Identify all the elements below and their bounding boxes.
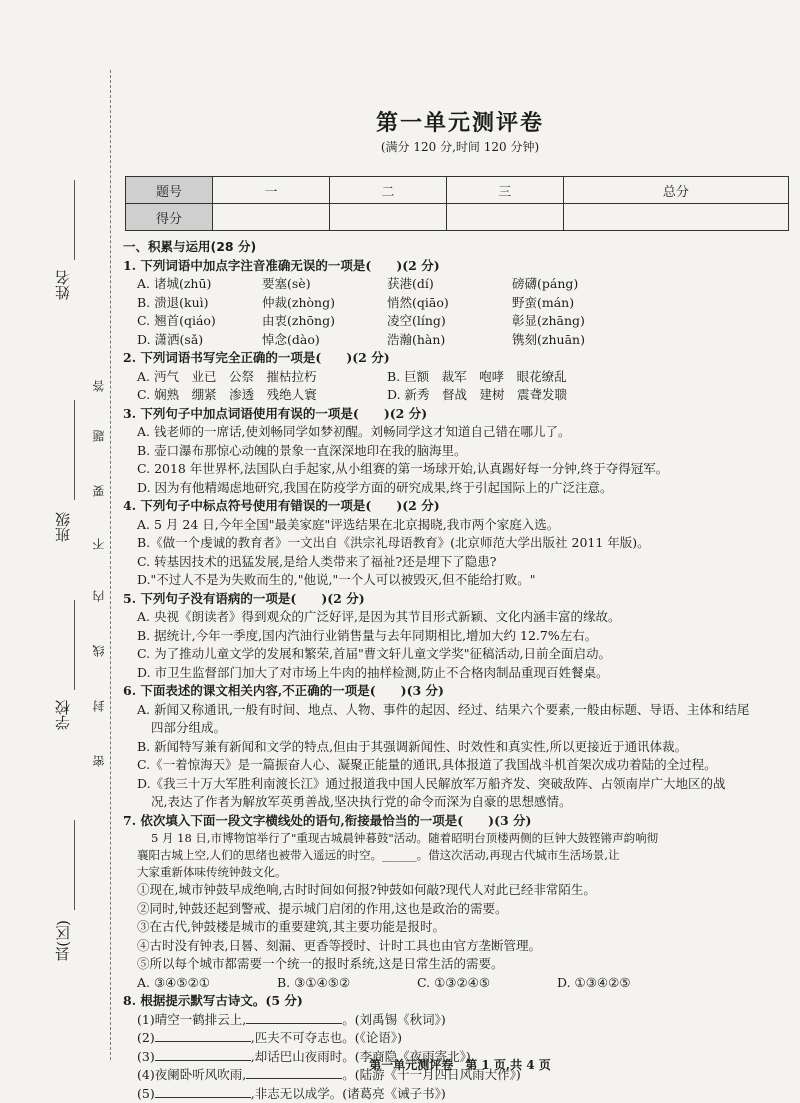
option-item: B. 新闻特写兼有新闻和文学的特点,但由于其强调新闻性、时效性和真实性,所以更接近于通讯体裁。	[123, 738, 789, 757]
option-item: B. 据统计,今年一季度,国内汽油行业销售量与去年同期相比,增加大约 12.7%左右。	[123, 627, 789, 646]
page-footer: 第一单元测评卷 第 1 页,共 4 页	[120, 1056, 800, 1073]
choice-item: A. ③④⑤②①	[137, 974, 277, 993]
option-row	[123, 331, 789, 350]
class-write-line[interactable]	[74, 400, 75, 500]
option-item: 磅礴(páng)	[512, 275, 637, 294]
option-item: A. 央视《朗读者》得到观众的广泛好评,是因为其节目形式新颖、文化内涵丰富的缘故。	[123, 608, 789, 627]
sentence-item: ⑤所以每个城市都需要一个统一的报时系统,这是日常生活的需要。	[123, 955, 789, 974]
option-item: B. 溃退(kuì)	[137, 294, 262, 313]
seal-char: 不	[90, 538, 107, 550]
score-input-cell[interactable]	[446, 204, 563, 231]
seal-char: 密	[90, 755, 107, 767]
option-item: 野蛮(mán)	[512, 294, 637, 313]
question-5	[123, 590, 789, 683]
question-3	[123, 405, 789, 498]
option-item: B.《做一个虔诚的教育者》一文出自《洪宗礼母语教育》(北京师范大学出版社 2011 年版)。	[123, 534, 789, 553]
score-table-cell: 总分	[563, 177, 788, 204]
question-stem: 2. 下列词语书写完全正确的一项是( )(2 分)	[123, 349, 789, 368]
choice-item: B. ③①④⑤②	[277, 974, 417, 993]
sentence-item: ③在古代,钟鼓楼是城市的重要建筑,其主要功能是报时。	[123, 918, 789, 937]
option-row	[123, 368, 789, 387]
school-label: 学校	[52, 700, 82, 730]
sentence-item: ①现在,城市钟鼓早成绝响,古时时间如何报?钟鼓如何敲?现代人对此已经非常陌生。	[123, 881, 789, 900]
poem-fill-line	[123, 1029, 789, 1048]
passage-line: 5 月 18 日,市博物馆举行了"重现古城晨钟暮鼓"活动。随着昭明台顶楼两侧的巨钟大鼓铿锵声韵响彻	[123, 830, 789, 847]
section-heading: 一、积累与运用(28 分)	[123, 238, 789, 257]
question-stem: 1. 下列词语中加点字注音准确无误的一项是( )(2 分)	[123, 257, 789, 276]
option-item: C.《一着惊海天》是一篇振奋人心、凝聚正能量的通讯,具体报道了我国战斗机首架次成功着陆的全过程。	[123, 756, 789, 775]
option-row	[123, 275, 789, 294]
poem-prefix: (5)	[137, 1086, 155, 1101]
question-7	[123, 812, 789, 993]
answer-blank[interactable]	[155, 1029, 251, 1042]
score-table-cell: 三	[446, 177, 563, 204]
option-item: C. 为了推动儿童文学的发展和繁荣,首届"曹文轩儿童文学奖"征稿活动,日前全面启动。	[123, 645, 789, 664]
option-item: 镌刻(zhuān)	[512, 331, 637, 350]
option-item: C. 2018 年世界杯,法国队白手起家,从小组赛的第一场球开始,认真踢好每一分钟,终于夺得冠军。	[123, 460, 789, 479]
poem-prefix: (1)晴空一鹤排云上,	[137, 1012, 246, 1027]
poem-suffix: ,匹夫不可夺志也。(《论语》)	[251, 1030, 402, 1045]
option-item: 彰显(zhāng)	[512, 312, 637, 331]
seal-char: 答	[90, 380, 107, 392]
option-item: 悼念(dào)	[262, 331, 387, 350]
poem-fill-line	[123, 1011, 789, 1030]
option-item: D. 因为有他精竭虑地研究,我国在防疫学方面的研究成果,终于引起国际上的广泛注意。	[123, 479, 789, 498]
question-stem: 3. 下列句子中加点词语使用有误的一项是( )(2 分)	[123, 405, 789, 424]
score-table-cell: 题号	[126, 177, 213, 204]
option-item: 悄然(qiāo)	[387, 294, 512, 313]
option-item: B. 壶口瀑布那惊心动魄的景象一直深深地印在我的脑海里。	[123, 442, 789, 461]
option-item: C. 娴熟 绷紧 渗透 残绝人寰	[137, 386, 387, 405]
option-item: D. 潇洒(sǎ)	[137, 331, 262, 350]
option-item: 由衷(zhōng)	[262, 312, 387, 331]
option-item: 浩瀚(hàn)	[387, 331, 512, 350]
score-input-cell[interactable]	[563, 204, 788, 231]
poem-fill-line	[123, 1085, 789, 1103]
option-item: B. 巨额 裁军 咆哮 眼花缭乱	[387, 368, 637, 387]
option-item: D. 市卫生监督部门加大了对市场上牛肉的抽样检测,防止不合格肉制品重现百姓餐桌。	[123, 664, 789, 683]
option-item: 凌空(líng)	[387, 312, 512, 331]
option-item: D."不过人不是为失败而生的,"他说,"一个人可以被毁灭,但不能给打败。"	[123, 571, 789, 590]
score-input-cell[interactable]	[329, 204, 446, 231]
option-item: D.《我三十万大军胜利南渡长江》通过报道我中国人民解放军万船齐发、突破敌阵、占领南岸广大地区的战	[123, 775, 789, 794]
option-continuation: 四部分组成。	[123, 719, 789, 738]
page-title: 第一单元测评卷	[120, 106, 800, 137]
question-8	[123, 992, 789, 1103]
option-item: A. 钱老师的一席话,使刘畅同学如梦初醒。刘畅同学这才知道自己错在哪儿了。	[123, 423, 789, 442]
score-table-score-row	[126, 204, 789, 231]
poem-prefix: (4)夜阑卧听风吹雨,	[137, 1067, 246, 1082]
option-row	[123, 386, 789, 405]
name-label: 姓名	[52, 270, 82, 300]
option-item: C. 翘首(qiáo)	[137, 312, 262, 331]
score-table-header-row	[126, 177, 789, 204]
score-table	[125, 176, 789, 231]
option-item: A. 新闻又称通讯,一般有时间、地点、人物、事件的起因、经过、结果六个要素,一般由标题、导语、主体和结尾	[123, 701, 789, 720]
option-item: A. 5 月 24 日,今年全国"最美家庭"评选结果在北京揭晓,我市两个家庭入选。	[123, 516, 789, 535]
poem-suffix: 。(刘禹锡《秋词》)	[342, 1012, 446, 1027]
county-write-line[interactable]	[74, 820, 75, 910]
poem-suffix: ,非志无以成学。(诸葛亮《诫子书》)	[251, 1086, 446, 1101]
seal-char: 线	[90, 645, 107, 657]
school-write-line[interactable]	[74, 600, 75, 690]
passage-line: 襄阳古城上空,人们的思绪也被带入遥远的时空。______。借这次活动,再现古代城市生活场景,让	[123, 847, 789, 864]
passage-line: 大家重新体味传统钟鼓文化。	[123, 864, 789, 881]
seal-char: 要	[90, 485, 107, 497]
choice-item: D. ①③④②⑤	[557, 974, 697, 993]
question-stem: 4. 下列句子中标点符号使用有错误的一项是( )(2 分)	[123, 497, 789, 516]
option-item: D. 新秀 督战 建树 震聋发聩	[387, 386, 637, 405]
answer-blank[interactable]	[246, 1011, 342, 1024]
poem-prefix: (3)	[137, 1049, 155, 1064]
score-table-cell: 二	[329, 177, 446, 204]
name-write-line[interactable]	[74, 180, 75, 260]
question-2	[123, 349, 789, 405]
choice-row	[123, 974, 789, 993]
score-input-cell[interactable]	[213, 204, 330, 231]
question-stem: 8. 根据提示默写古诗文。(5 分)	[123, 992, 789, 1011]
question-6	[123, 682, 789, 812]
question-stem: 7. 依次填入下面一段文字横线处的语句,衔接最恰当的一项是( )(3 分)	[123, 812, 789, 831]
option-item: 获港(dí)	[387, 275, 512, 294]
score-table-cell: 一	[213, 177, 330, 204]
option-row	[123, 312, 789, 331]
binding-dashed-line	[110, 70, 111, 1060]
option-item: A. 沔气 业已 公祭 摧枯拉朽	[137, 368, 387, 387]
page-subtitle: (满分 120 分,时间 120 分钟)	[120, 138, 800, 155]
option-item: C. 转基因技术的迅猛发展,是给人类带来了福祉?还是埋下了隐患?	[123, 553, 789, 572]
poem-suffix: ,却话巴山夜雨时。(李商隐《夜雨寄北》)	[251, 1049, 471, 1064]
option-item: 要塞(sè)	[262, 275, 387, 294]
seal-char: 封	[90, 700, 107, 712]
option-row	[123, 294, 789, 313]
question-1	[123, 257, 789, 350]
poem-prefix: (2)	[137, 1030, 155, 1045]
sentence-item: ②同时,钟鼓还起到警戒、提示城门启闭的作用,这也是政治的需要。	[123, 900, 789, 919]
choice-item: C. ①③②④⑤	[417, 974, 557, 993]
seal-char: 题	[90, 430, 107, 442]
option-continuation: 况,表达了作者为解放军英勇善战,坚决执行党的命令而深为自豪的思想感情。	[123, 793, 789, 812]
sentence-item: ④古时没有钟表,日晷、刻漏、更香等授时、计时工具也由官方垄断管理。	[123, 937, 789, 956]
class-label: 班级	[52, 512, 82, 542]
question-stem: 5. 下列句子没有语病的一项是( )(2 分)	[123, 590, 789, 609]
answer-blank[interactable]	[155, 1085, 251, 1098]
question-stem: 6. 下面表述的课文相关内容,不正确的一项是( )(3 分)	[123, 682, 789, 701]
county-label: 县(区)	[52, 920, 82, 962]
option-item: 仲裁(zhòng)	[262, 294, 387, 313]
question-4	[123, 497, 789, 590]
exam-content	[123, 238, 789, 1103]
poem-suffix: 。(陆游《十一月四日风雨大作》)	[342, 1067, 521, 1082]
score-table-cell: 得分	[126, 204, 213, 231]
option-item: A. 诸城(zhū)	[137, 275, 262, 294]
seal-char: 内	[90, 590, 107, 602]
